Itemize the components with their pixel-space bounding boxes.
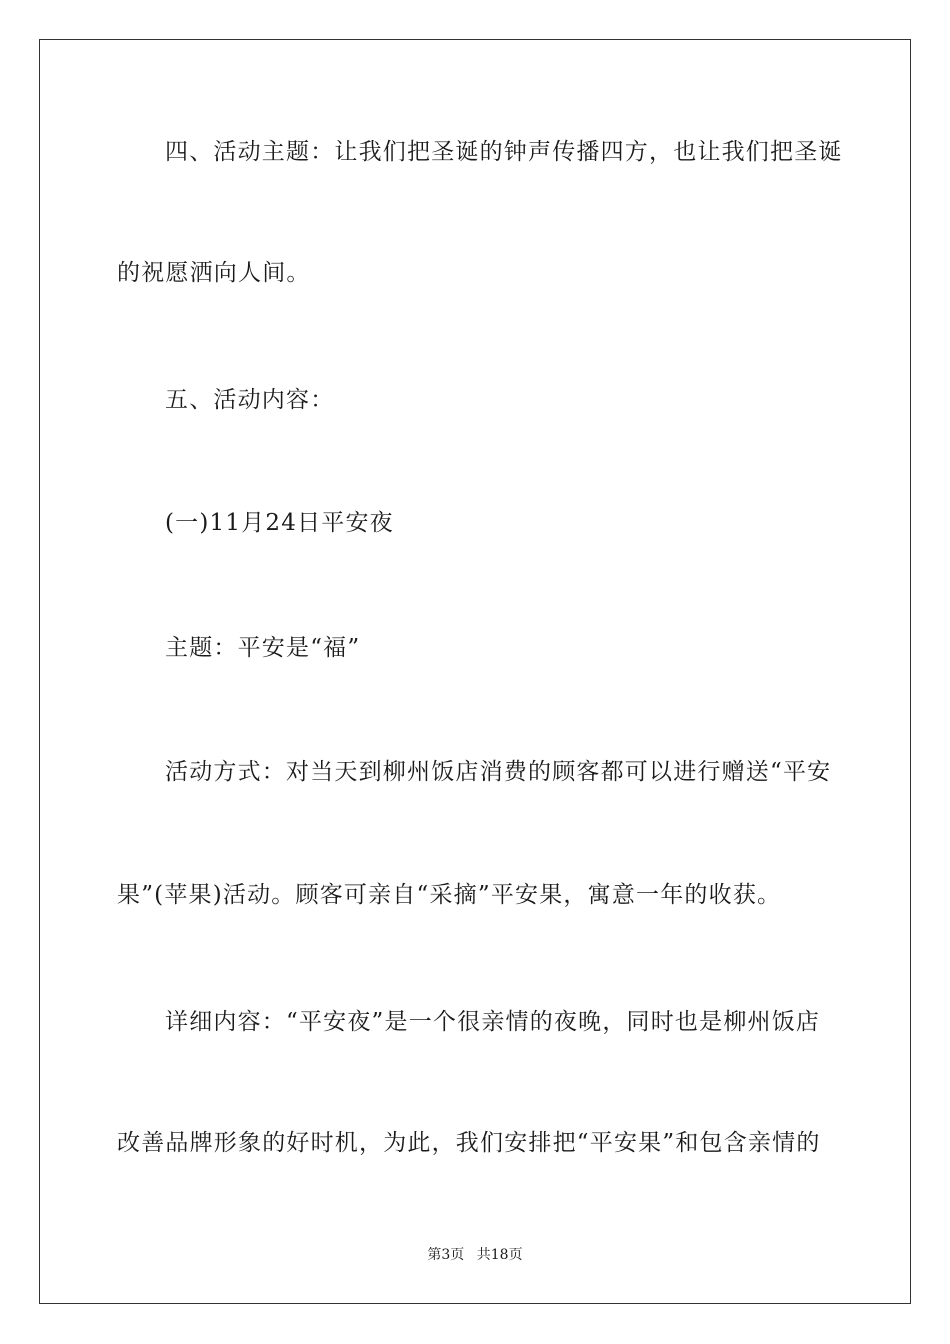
page-number: 第3页 <box>427 1247 465 1263</box>
page-footer <box>0 1246 950 1264</box>
paragraph-christmas-eve-heading: (一)11月24日平安夜 <box>165 510 394 536</box>
paragraph-theme-line-2: 的祝愿洒向人间。 <box>117 260 311 286</box>
paragraph-method-line-2: 果”(苹果)活动。顾客可亲自“采摘”平安果，寓意一年的收获。 <box>117 882 782 908</box>
page-total: 共18页 <box>476 1247 523 1263</box>
page-frame <box>39 39 911 1304</box>
paragraph-method-line-1: 活动方式：对当天到柳州饭店消费的顾客都可以进行赠送“平安 <box>165 759 832 785</box>
paragraph-content-heading: 五、活动内容： <box>165 387 335 413</box>
paragraph-subject: 主题：平安是“福” <box>165 635 361 661</box>
paragraph-detail-line-2: 改善品牌形象的好时机，为此，我们安排把“平安果”和包含亲情的 <box>117 1130 821 1156</box>
paragraph-theme-line-1: 四、活动主题：让我们把圣诞的钟声传播四方，也让我们把圣诞 <box>165 139 843 165</box>
paragraph-detail-line-1: 详细内容：“平安夜”是一个很亲情的夜晚，同时也是柳州饭店 <box>165 1009 821 1035</box>
